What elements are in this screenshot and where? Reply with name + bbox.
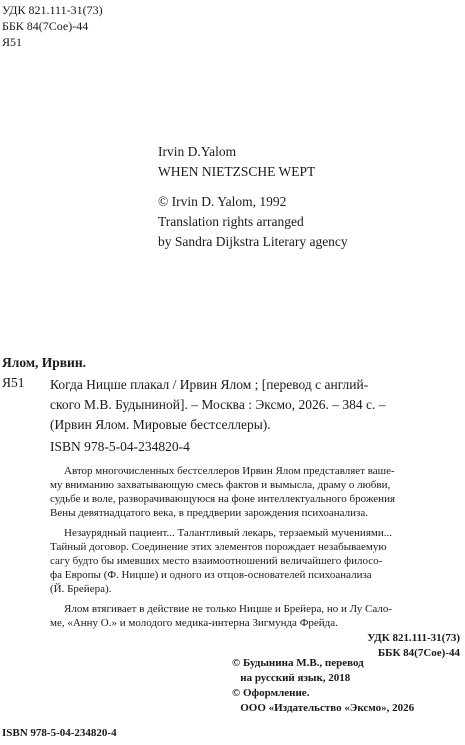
annotation-line: Вены девятнадцатого века, в преддверии зарождения психоанализа. xyxy=(50,507,368,519)
isbn: ISBN 978-5-04-234820-4 xyxy=(50,439,190,454)
annotation-line: Ялом втягивает в действие не только Ницше и Брейера, но и Лу Сало- xyxy=(64,603,393,615)
author-mark: Я51 xyxy=(2,35,23,49)
annotation-line: Автор многочисленных бестселлеров Ирвин Ялом представляет ваше- xyxy=(64,465,395,477)
isbn-bottom: ISBN 978-5-04-234820-4 xyxy=(2,727,117,739)
top-classification-codes xyxy=(2,2,103,50)
original-author: Irvin D.Yalom xyxy=(158,144,237,159)
annotation-line: Незаурядный пациент... Талантливый лекарь, терзаемый мучениями... xyxy=(64,527,392,539)
copyright-line: ООО «Издательство «Эксмо», 2026 xyxy=(232,702,415,714)
annotation-line: фа Европы (Ф. Ницше) и одного из отцов-основателей психоанализа xyxy=(50,569,372,581)
bibliographic-author-mark: Я51 xyxy=(2,375,25,390)
copyright-block xyxy=(232,656,414,716)
bibliographic-line: ского М.В. Будыниной]. – Москва : Эксмо, 2026. – 384 с. – xyxy=(50,397,386,412)
original-copyright-block xyxy=(158,192,348,252)
bibliographic-description xyxy=(50,375,462,435)
original-title-block xyxy=(158,142,315,182)
translation-rights-line-1: Translation rights arranged xyxy=(158,214,304,229)
annotation-line: му вниманию захватывающую смесь фактов и вымысла, драму о любви, xyxy=(50,479,391,491)
copyright-line: © Оформление. xyxy=(232,687,310,699)
copyright-line: © Будынина М.В., перевод xyxy=(232,657,364,669)
bbk-right-code: ББК 84(7Сое)-44 xyxy=(377,647,460,659)
annotation-line: (Й. Брейера). xyxy=(50,583,112,595)
annotation-line: ме, «Анну О.» и молодого медика-интерна Зигмунда Фрейда. xyxy=(50,617,338,629)
bibliographic-author-heading: Ялом, Ирвин. xyxy=(2,355,86,370)
original-title: WHEN NIETZSCHE WEPT xyxy=(158,164,316,179)
bibliographic-line: (Ирвин Ялом. Мировые бестселлеры). xyxy=(50,417,271,432)
translation-rights-line-2: by Sandra Dijkstra Literary agency xyxy=(158,234,348,249)
annotation-line: сагу будто бы имевших место взаимоотношений величайшего филосо- xyxy=(50,555,383,567)
annotation-paragraph-1 xyxy=(50,464,462,520)
annotation-line: судьбе и воле, разворачивающуюся на фоне интеллектуального брожения xyxy=(50,493,396,505)
udk-code: УДК 821.111-31(73) xyxy=(2,3,103,17)
bbk-code: ББК 84(7Сое)-44 xyxy=(2,19,89,33)
original-copyright: © Irvin D. Yalom, 1992 xyxy=(158,194,287,209)
udk-right-code: УДК 821.111-31(73) xyxy=(367,632,460,644)
annotation-paragraph-3 xyxy=(50,602,462,630)
annotation-line: Тайный договор. Соединение этих элементов порождает незабываемую xyxy=(50,541,387,553)
annotation-paragraph-2 xyxy=(50,526,462,596)
bibliographic-line: Когда Ницше плакал / Ирвин Ялом ; [перевод с англий- xyxy=(50,377,369,392)
copyright-line: на русский язык, 2018 xyxy=(232,672,351,684)
